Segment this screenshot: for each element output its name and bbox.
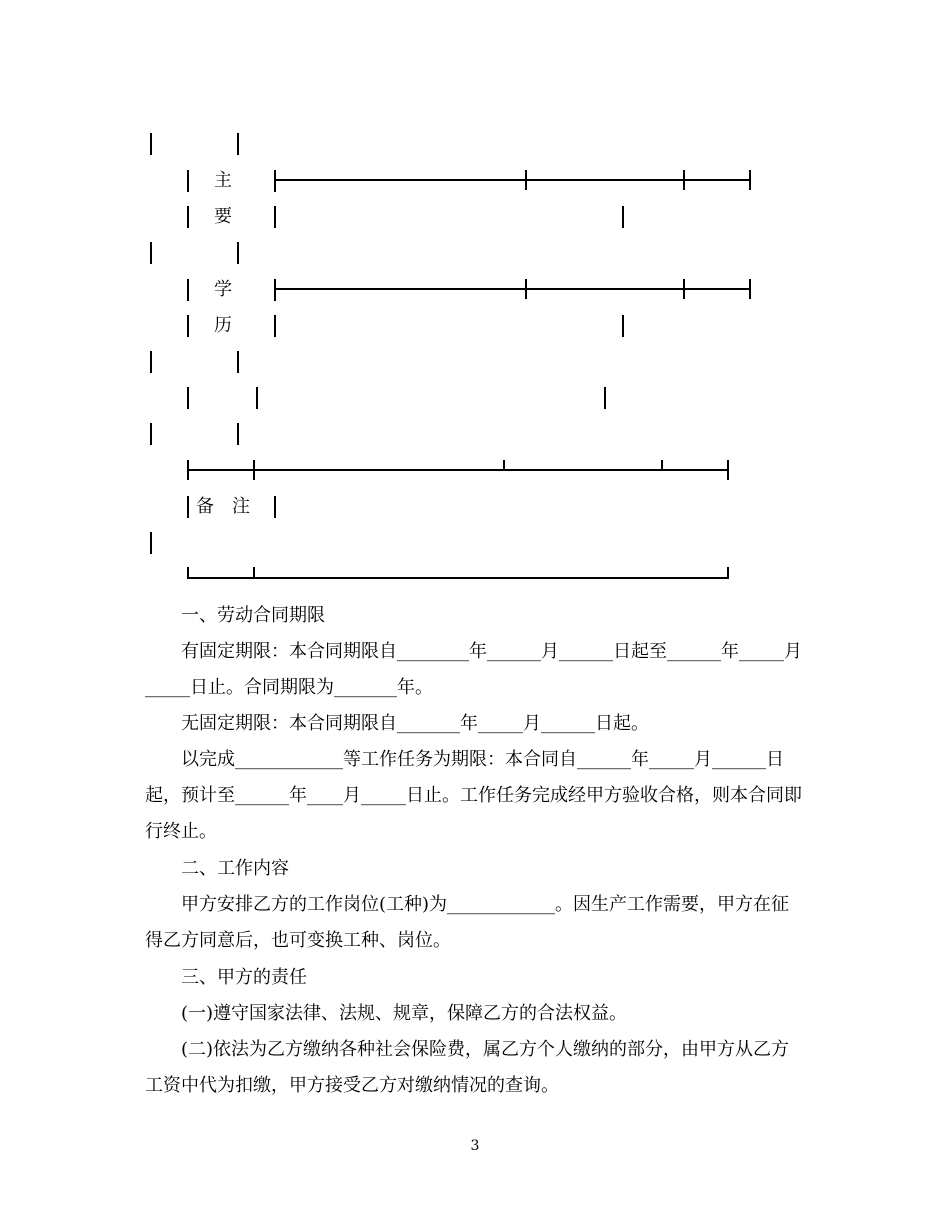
paragraph-open-term: 无固定期限：本合同期限自_______年_____月______日起。 [181, 713, 649, 734]
table-label-remarks: 备 注 [196, 496, 250, 517]
table-border [237, 242, 239, 264]
table-border [187, 387, 189, 409]
table-border [604, 387, 606, 409]
table-border [150, 242, 152, 264]
table-border [274, 315, 276, 337]
paragraph-duty-1: (一)遵守国家法律、法规、规章，保障乙方的合法权益。 [181, 1003, 628, 1024]
table-border [150, 423, 152, 445]
table-border [187, 315, 189, 337]
table-border [237, 351, 239, 373]
table-border [150, 133, 152, 155]
table-label-main-1: 主 [214, 170, 232, 191]
section-heading-term: 一、劳动合同期限 [181, 605, 325, 626]
table-border [253, 460, 255, 480]
table-border [274, 496, 276, 518]
table-border [622, 206, 624, 228]
table-border [187, 206, 189, 228]
table-border [525, 170, 527, 190]
table-border [622, 315, 624, 337]
table-border [237, 423, 239, 445]
table-border [274, 279, 276, 301]
table-border [256, 387, 258, 409]
table-border [187, 170, 189, 192]
table-border [274, 206, 276, 228]
table-border [237, 133, 239, 155]
table-border [749, 279, 751, 299]
table-border [727, 567, 729, 579]
table-border [661, 460, 663, 470]
table-border [683, 170, 685, 190]
table-border [274, 170, 276, 192]
table-border [150, 532, 152, 554]
table-border [187, 279, 189, 301]
table-border [253, 567, 255, 579]
table-border [683, 279, 685, 299]
section-heading-duties: 三、甲方的责任 [181, 967, 307, 988]
paragraph-fixed-term: 有固定期限：本合同期限自________年______月______日起至______年_____月_____日止。合同期限为_______年。 [145, 641, 802, 698]
table-rule [275, 288, 750, 290]
table-border [150, 351, 152, 373]
table-label-edu-1: 学 [214, 279, 232, 300]
table-border [525, 279, 527, 299]
page-number: 3 [470, 1138, 480, 1154]
table-border [187, 496, 189, 518]
table-border [503, 460, 505, 470]
section-heading-work: 二、工作内容 [181, 858, 289, 879]
table-rule [275, 179, 750, 181]
table-rule [188, 469, 729, 471]
paragraph-task-term: 以完成____________等工作任务为期限：本合同自______年_____月______日起，预计至______年____月_____日止。工作任务完成经甲方验收合格，则本合同即行终止。 [145, 749, 802, 842]
table-border [749, 170, 751, 190]
table-label-edu-2: 历 [214, 315, 232, 336]
paragraph-work-content: 甲方安排乙方的工作岗位(工种)为____________。因生产工作需要，甲方在征得乙方同意后，也可变换工种、岗位。 [145, 894, 790, 951]
paragraph-duty-2: (二)依法为乙方缴纳各种社会保险费，属乙方个人缴纳的部分，由甲方从乙方工资中代为扣缴，甲方接受乙方对缴纳情况的查询。 [145, 1039, 790, 1096]
table-border [727, 460, 729, 480]
table-label-main-2: 要 [214, 206, 232, 227]
table-rule [188, 577, 729, 579]
